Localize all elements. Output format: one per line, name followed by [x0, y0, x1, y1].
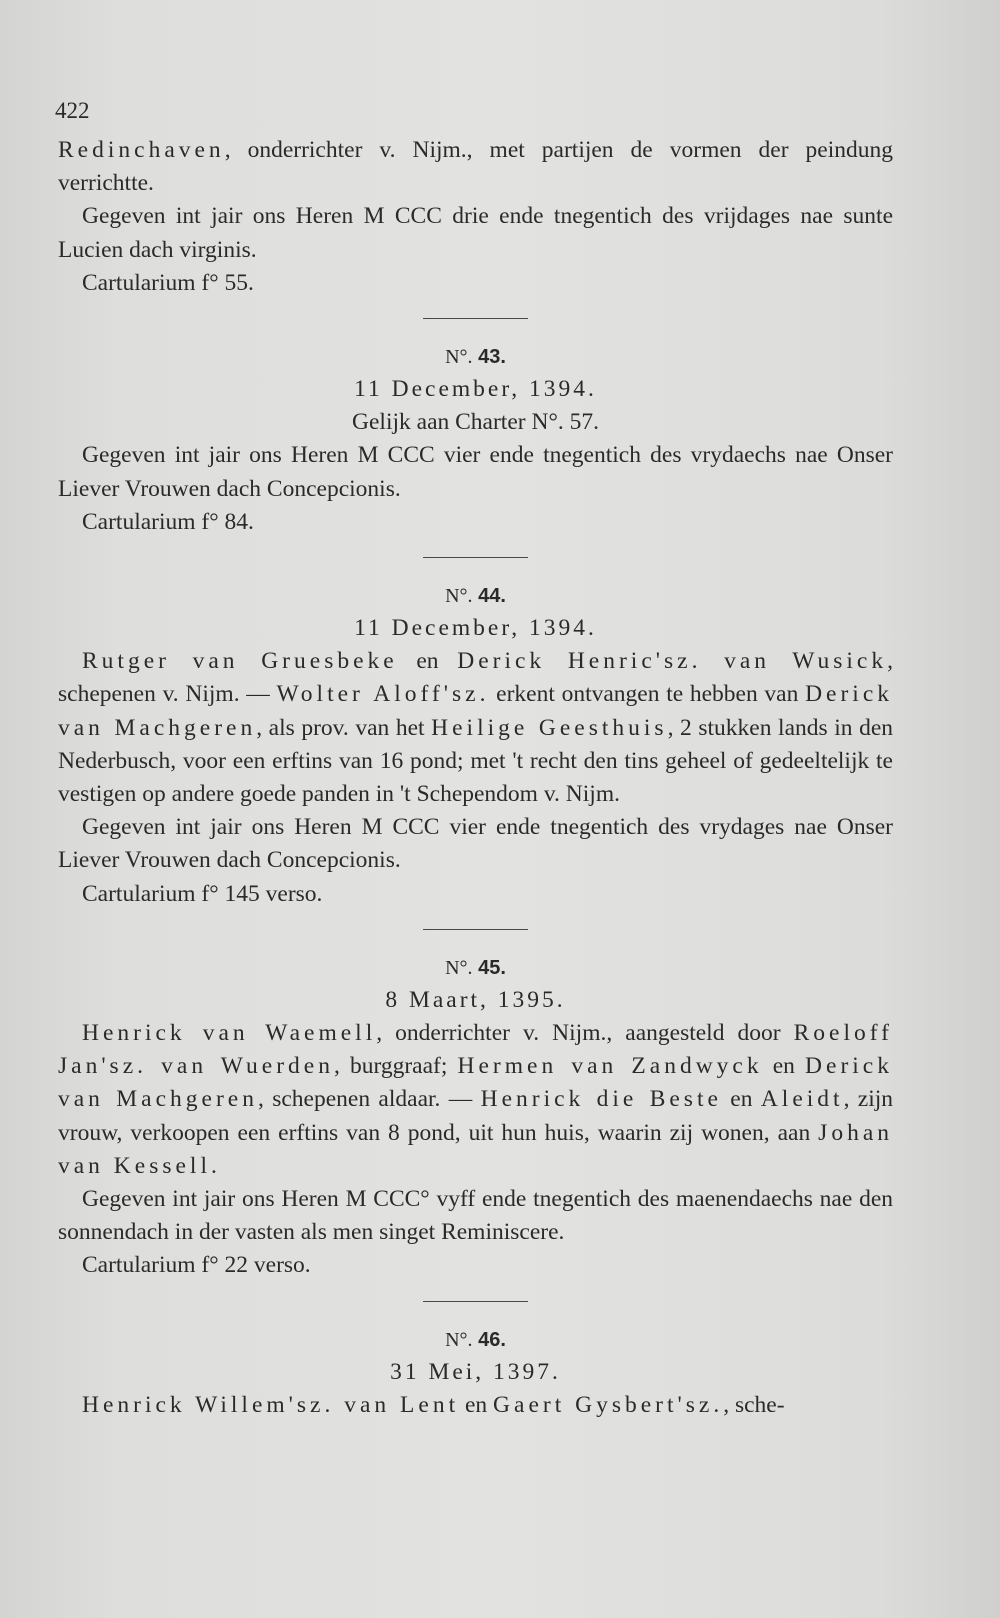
person-name: Redinchaven: [58, 137, 225, 163]
person-name: Derick van Machgeren: [58, 1053, 893, 1113]
text-run: , 2 stukken lands in den Nederbusch, voor een erftins van 16 pond; met 't recht den tins geheel of gedeeltelijk te vestigen op andere goede panden in 't Schependom v. Nijm.: [58, 714, 894, 808]
given-line: Gegeven int jair ons Heren M CCC vier ende tnegentich des vrydaechs nae Onser Liever Vrouwen dach Concepcionis.: [58, 442, 893, 502]
text-run: , burggraaf;: [333, 1053, 458, 1080]
person-name: Rutger van Gruesbeke: [82, 648, 398, 675]
entry-summary: [58, 645, 893, 811]
person-name: Wolter Aloff'sz.: [276, 681, 490, 708]
given-line: Gegeven int jair ons Heren M CCC drie ende tnegentich des vrijdages nae sunte Lucien dach virginis.: [58, 203, 893, 263]
separator-rule: [423, 1301, 528, 1302]
entry-number: [58, 580, 893, 612]
entry-number-prefix: N°.: [445, 585, 473, 608]
entry-date: 11 December, 1394.: [354, 376, 597, 403]
page-number: 422: [55, 98, 90, 123]
separator-rule: [423, 318, 528, 319]
entry-number-prefix: N°.: [445, 956, 473, 979]
person-name: Henrick Willem'sz. van Lent: [82, 1391, 460, 1418]
text-run: , onderrichter v. Nijm., aangesteld door: [376, 1020, 794, 1047]
entry-number-value: 45.: [478, 956, 506, 979]
text-run: en: [721, 1086, 761, 1113]
intro-paragraph: [58, 134, 893, 200]
entry-number-value: 43.: [478, 346, 506, 369]
entry-date: 31 Mei, 1397.: [390, 1358, 561, 1385]
text-column: [58, 134, 893, 1422]
person-name: Derick Henric'sz. van Wusick: [457, 648, 888, 675]
entry-date: 11 December, 1394.: [354, 615, 597, 642]
separator-rule: [423, 929, 528, 930]
entry-date: 8 Maart, 1395.: [385, 986, 566, 1013]
text-run: , onderrichter v. Nijm., met partijen de vormen der peindung verrichtte.: [58, 137, 893, 197]
person-name: Henrick van Waemell: [82, 1020, 377, 1047]
text-run: , zijn vrouw, verkoopen een erftins van 8 pond, uit hun huis, waarin zij wonen, aan: [58, 1086, 894, 1146]
entry-number: [58, 341, 893, 373]
person-name: Johan van Kessell: [58, 1119, 893, 1179]
person-name: Roeloff Jan'sz. van Wuerden: [58, 1020, 893, 1080]
text-run: en: [762, 1053, 806, 1080]
entry-summary: [58, 1017, 893, 1183]
entry-number-value: 44.: [478, 585, 506, 608]
text-run: en: [397, 648, 458, 675]
institution-name: Heilige Geesthuis: [431, 714, 668, 741]
given-line: Gegeven int jair ons Heren M CCC vier ende tnegentich des vrydages nae Onser Liever Vrouwen dach Concepcionis.: [58, 814, 893, 874]
text-run: , als prov. van het: [256, 714, 432, 741]
source-line: Cartularium f° 22 verso.: [82, 1252, 311, 1279]
text-run: .: [211, 1152, 217, 1179]
entry-reference: Gelijk aan Charter N°. 57.: [352, 409, 599, 436]
entry-number: [58, 1324, 893, 1356]
person-name: Aleidt: [760, 1086, 844, 1113]
entry-number-value: 46.: [478, 1328, 506, 1351]
given-line: Gegeven int jair ons Heren M CCC° vyff ende tnegentich des maenendaechs nae den sonnendach in der vasten als men singet Reminiscere.: [58, 1186, 893, 1246]
text-run: en: [459, 1391, 494, 1418]
separator-rule: [423, 557, 528, 558]
person-name: Gaert Gysbert'sz.: [493, 1391, 724, 1418]
source-line: Cartularium f° 84.: [82, 508, 254, 535]
entry-number-prefix: N°.: [445, 346, 473, 369]
entry-summary: [58, 1389, 893, 1422]
person-name: Derick van Machgeren: [58, 681, 894, 741]
source-line: Cartularium f° 145 verso.: [82, 880, 323, 907]
person-name: Henrick die Beste: [480, 1086, 722, 1113]
person-name: Hermen van Zandwyck: [457, 1053, 763, 1080]
text-run: , schepenen v. Nijm. —: [58, 648, 893, 708]
text-run: erkent ontvangen te hebben van: [489, 681, 806, 708]
source-line: Cartularium f° 55.: [82, 269, 254, 296]
text-run: , schepenen aldaar. —: [257, 1086, 481, 1113]
entry-number-prefix: N°.: [445, 1328, 473, 1351]
text-run: , sche-: [723, 1391, 785, 1418]
entry-number: [58, 952, 893, 984]
